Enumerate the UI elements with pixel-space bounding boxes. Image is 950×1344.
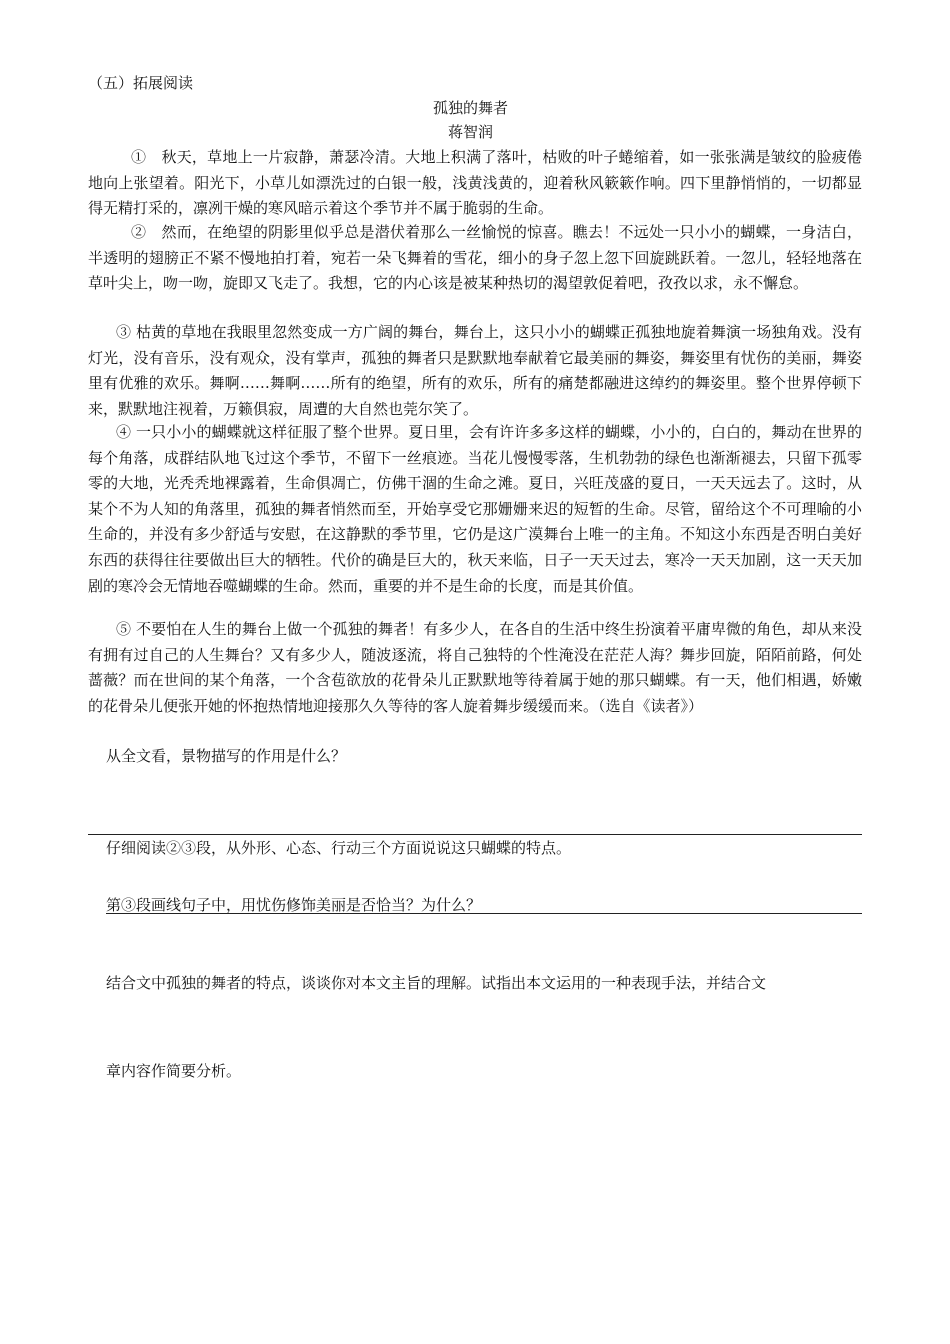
article-paragraph-4: ④ 一只小小的蝴蝶就这样征服了整个世界。夏日里，会有许许多多这样的蝴蝶，小小的，白白的，舞动在世界的每个角落，成群结队地飞过这个季节，不留下一丝痕迹。当花儿慢慢零落，生机勃勃的绿色也渐渐褪去，只留下孤零零的大地，光秃秃地裸露着，生命俱凋亡，仿佛干涸的生命之滩。夏日，兴旺茂盛的夏日，一天天远去了。这时，从某个不为人知的角落里，孤独的舞者悄然而至，开始享受它那姗姗来迟的短暂的生命。尽管，留给这个不可理喻的小生命的，并没有多少舒适与安慰，在这静默的季节里，它仍是这广漠舞台上唯一的主角。不知这小东西是否明白美好东西的获得往往要做出巨大的牺牲。代价的确是巨大的，秋天来临，日子一天天过去，寒冷一天天加剧，这一天天加剧的寒冷会无情地吞噬蝴蝶的生命。然而，重要的并不是生命的长度，而是其价值。	[88, 423, 862, 595]
article-paragraph-2: ② 然而，在绝望的阴影里似乎总是潜伏着那么一丝愉悦的惊喜。瞧去！不远处一只小小的蝴蝶，一身洁白，半透明的翅膀正不紧不慢地拍打着，宛若一朵飞舞着的雪花，细小的身子忽上忽下回旋跳跃着。一忽儿，轻轻地落在草叶尖上，吻一吻，旋即又飞走了。我想，它的内心该是被某种热切的渴望敦促着吧，孜孜以求，永不懈怠。	[88, 223, 862, 293]
article-title: 孤独的舞者	[433, 99, 509, 117]
article-paragraph-1: ① 秋天，草地上一片寂静，萧瑟冷清。大地上积满了落叶，枯败的叶子蜷缩着，如一张张满是皱纹的脸疲倦地向上张望着。阳光下，小草儿如漂洗过的白银一般，浅黄浅黄的，迎着秋风簌簌作响。四下里静悄悄的，一切都显得无精打采的，凛冽干燥的寒风暗示着这个季节并不属于脆弱的生命。	[88, 148, 862, 218]
article-author: 蒋智润	[448, 123, 494, 141]
section-heading: （五）拓展阅读	[88, 74, 194, 92]
article-paragraph-3: ③ 枯黄的草地在我眼里忽然变成一方广阔的舞台，舞台上，这只小小的蝴蝶正孤独地旋着舞演一场独角戏。没有灯光，没有音乐，没有观众，没有掌声，孤独的舞者只是默默地奉献着它最美丽的舞姿，舞姿里有忧伤的美丽，舞姿里有优雅的欢乐。舞啊……舞啊……所有的绝望，所有的欢乐，所有的痛楚都融进这绰约的舞姿里。整个世界停顿下来，默默地注视着，万籁俱寂，周遭的大自然也莞尔笑了。	[88, 323, 862, 418]
article-paragraph-5: ⑤ 不要怕在人生的舞台上做一个孤独的舞者！有多少人，在各自的生活中终生扮演着平庸卑微的角色，却从来没有拥有过自己的人生舞台？又有多少人，随波逐流，将自己独特的个性淹没在茫茫人海？舞步回旋，陌陌前路，何处蔷薇？而在世间的某个角落，一个含苞欲放的花骨朵儿正默默地等待着属于她的那只蝴蝶。有一天，他们相遇，娇嫩的花骨朵儿便张开她的怀抱热情地迎接那久久等待的客人旋着舞步缓缓而来。（选自《读者》）	[88, 620, 862, 715]
question-4-continuation: 章内容作简要分析。	[106, 1062, 242, 1080]
answer-line-1	[88, 834, 862, 835]
question-1: 从全文看，景物描写的作用是什么？	[106, 747, 347, 765]
question-4: 结合文中孤独的舞者的特点，谈谈你对本文主旨的理解。试指出本文运用的一种表现手法，并结合文	[106, 974, 767, 992]
question-2: 仔细阅读②③段，从外形、心态、行动三个方面说说这只蝴蝶的特点。	[106, 839, 572, 857]
answer-line-2	[106, 913, 862, 914]
question-3: 第③段画线句子中，用忧伤修饰美丽是否恰当？为什么？	[106, 896, 482, 914]
